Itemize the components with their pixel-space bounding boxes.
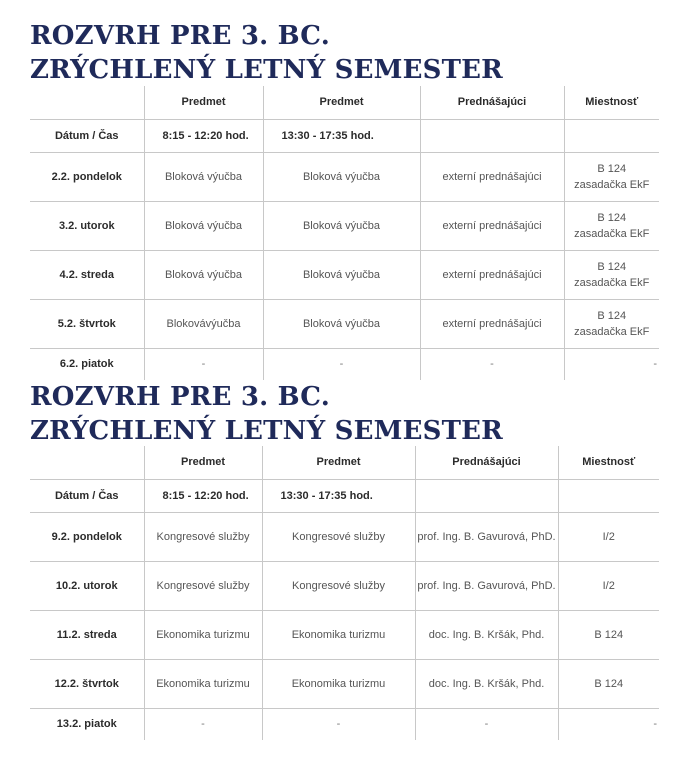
- day-cell: 4.2. streda: [30, 250, 144, 299]
- day-cell: 6.2. piatok: [59, 358, 114, 371]
- subject-cell: Bloková výučba: [263, 299, 420, 348]
- title-line-2: ZRÝCHLENÝ LETNÝ SEMESTER: [30, 416, 503, 446]
- time-slot-2: 13:30 - 17:35 hod.: [263, 119, 420, 152]
- header-row: [30, 446, 659, 479]
- room-cell: B 124: [558, 610, 659, 659]
- subheader-empty: [420, 119, 564, 152]
- schedule-title-2: [30, 380, 503, 448]
- time-slot-2: 13:30 - 17:35 hod.: [262, 479, 415, 512]
- header-empty: [30, 446, 144, 479]
- subject-cell: Bloková výučba: [144, 201, 263, 250]
- table-row: [30, 152, 659, 201]
- header-room: Miestnosť: [564, 86, 659, 119]
- empty-cell-dash: -: [263, 348, 420, 380]
- room-cell: [564, 152, 659, 201]
- empty-cell-dash: -: [564, 348, 659, 380]
- header-subject-1: Predmet: [144, 446, 262, 479]
- day-cell: 9.2. pondelok: [30, 512, 144, 561]
- schedule-table-1: [30, 86, 659, 380]
- room-cell: I/2: [558, 512, 659, 561]
- schedule-title-1: [30, 19, 503, 87]
- header-lecturer: Prednášajúci: [415, 446, 558, 479]
- room-cell: B 124: [558, 659, 659, 708]
- time-slot-1: 8:15 - 12:20 hod.: [144, 479, 262, 512]
- day-cell: 11.2. streda: [30, 610, 144, 659]
- table-row: [30, 201, 659, 250]
- day-cell: 5.2. štvrtok: [30, 299, 144, 348]
- subject-cell: Bloková výučba: [263, 250, 420, 299]
- room-line: zasadačka EkF: [574, 227, 650, 240]
- table-row: [30, 561, 659, 610]
- lecturer-cell: externí prednášajúci: [420, 152, 564, 201]
- empty-cell-dash: -: [558, 708, 659, 740]
- subject-cell: Bloková výučba: [263, 152, 420, 201]
- day-cell: 13.2. piatok: [56, 718, 117, 731]
- lecturer-cell: externí prednášajúci: [420, 201, 564, 250]
- subheader-empty: [558, 479, 659, 512]
- table-row: [30, 610, 659, 659]
- subject-cell: Kongresové služby: [144, 512, 262, 561]
- subject-cell: Bloková výučba: [144, 250, 263, 299]
- day-cell: 10.2. utorok: [30, 561, 144, 610]
- room-line: zasadačka EkF: [574, 276, 650, 289]
- header-room: Miestnosť: [558, 446, 659, 479]
- header-empty: [30, 86, 144, 119]
- subject-cell: Ekonomika turizmu: [262, 610, 415, 659]
- room-line: zasadačka EkF: [574, 325, 650, 338]
- header-row: [30, 86, 659, 119]
- room-line: B 124: [597, 211, 627, 224]
- room-cell: [564, 250, 659, 299]
- room-cell: [564, 201, 659, 250]
- schedule-table-2: [30, 446, 659, 740]
- header-lecturer: Prednášajúci: [420, 86, 564, 119]
- day-cell: 2.2. pondelok: [30, 152, 144, 201]
- room-cell: [564, 299, 659, 348]
- subheader-empty: [564, 119, 659, 152]
- lecturer-cell: externí prednášajúci: [420, 250, 564, 299]
- time-slot-1: 8:15 - 12:20 hod.: [144, 119, 263, 152]
- table-row: [30, 512, 659, 561]
- title-line-1: ROZVRH PRE 3. BC.: [30, 382, 331, 412]
- subject-cell: Kongresové služby: [262, 512, 415, 561]
- subject-cell: Kongresové služby: [262, 561, 415, 610]
- subheader-empty: [415, 479, 558, 512]
- subheader-row: [30, 479, 659, 512]
- lecturer-cell: externí prednášajúci: [420, 299, 564, 348]
- table-row: [30, 348, 659, 380]
- header-subject-2: Predmet: [263, 86, 420, 119]
- empty-cell-dash: -: [262, 708, 415, 740]
- subject-cell: Bloková výučba: [144, 152, 263, 201]
- title-line-1: ROZVRH PRE 3. BC.: [30, 21, 331, 51]
- subject-cell: Kongresové služby: [144, 561, 262, 610]
- table-row: [30, 708, 659, 740]
- subject-cell: Ekonomika turizmu: [144, 610, 262, 659]
- header-subject-2: Predmet: [262, 446, 415, 479]
- room-line: zasadačka EkF: [574, 178, 650, 191]
- subject-cell: Bloková výučba: [263, 201, 420, 250]
- room-line: B 124: [597, 309, 627, 322]
- empty-cell-dash: -: [420, 348, 564, 380]
- empty-cell-dash: -: [144, 708, 262, 740]
- lecturer-cell: doc. Ing. B. Kršák, Phd.: [415, 610, 558, 659]
- date-time-label: Dátum / Čas: [30, 119, 144, 152]
- room-cell: I/2: [558, 561, 659, 610]
- room-line: B 124: [597, 260, 627, 273]
- lecturer-cell: prof. Ing. B. Gavurová, PhD.: [415, 512, 558, 561]
- table-row: [30, 299, 659, 348]
- table-row: [30, 250, 659, 299]
- empty-cell-dash: -: [415, 708, 558, 740]
- subheader-row: [30, 119, 659, 152]
- subject-cell: Blokovávýučba: [144, 299, 263, 348]
- lecturer-cell: prof. Ing. B. Gavurová, PhD.: [415, 561, 558, 610]
- subject-cell: Ekonomika turizmu: [144, 659, 262, 708]
- day-cell: 3.2. utorok: [30, 201, 144, 250]
- empty-cell-dash: -: [144, 348, 263, 380]
- lecturer-cell: doc. Ing. B. Kršák, Phd.: [415, 659, 558, 708]
- day-cell: 12.2. štvrtok: [30, 659, 144, 708]
- title-line-2: ZRÝCHLENÝ LETNÝ SEMESTER: [30, 55, 503, 85]
- date-time-label: Dátum / Čas: [30, 479, 144, 512]
- header-subject-1: Predmet: [144, 86, 263, 119]
- subject-cell: Ekonomika turizmu: [262, 659, 415, 708]
- room-line: B 124: [597, 162, 627, 175]
- table-row: [30, 659, 659, 708]
